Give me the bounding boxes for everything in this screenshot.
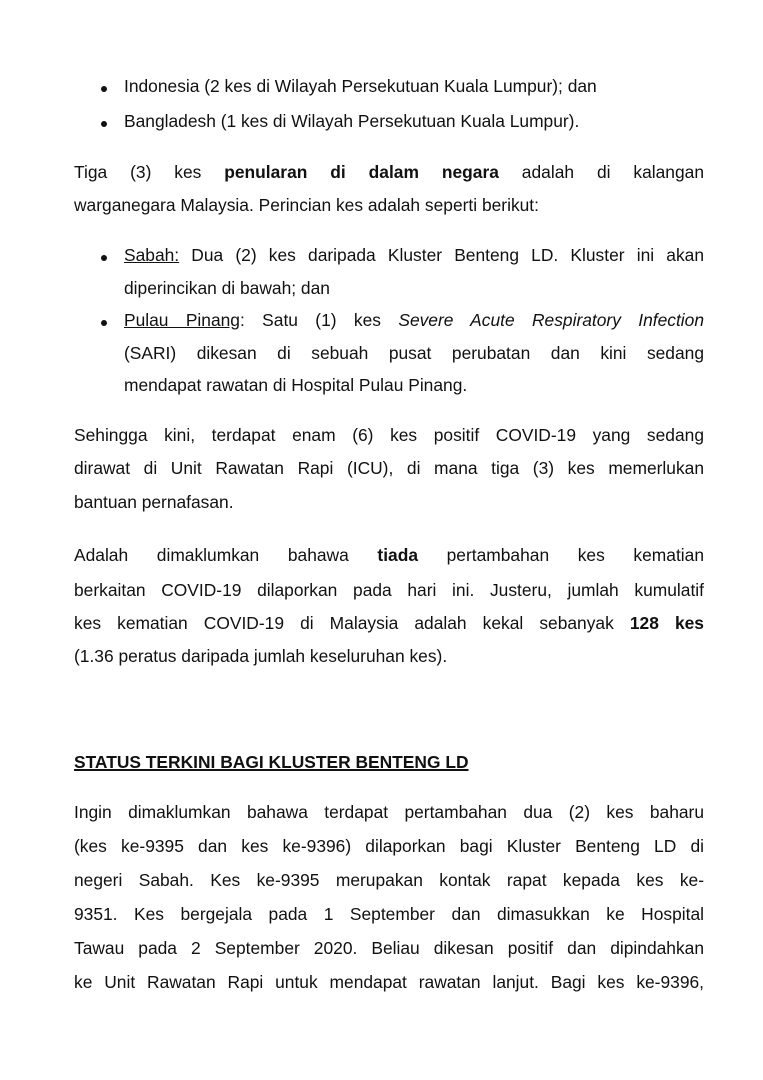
local-paragraph-line: warganegara Malaysia. Perincian kes adalah seperti berikut: [74, 195, 539, 215]
bullet-icon [101, 121, 107, 127]
icu-paragraph-line: Sehingga kini, terdapat enam (6) kes positif COVID-19 yang sedang [74, 425, 704, 445]
death-paragraph-line: (1.36 peratus daripada jumlah keseluruhan kes). [74, 646, 448, 666]
bullet-sabah: Sabah: Dua (2) kes daripada Kluster Benteng LD. Kluster ini akan [124, 245, 704, 265]
bullet-pulau-pinang-cont: mendapat rawatan di Hospital Pulau Pinang. [124, 375, 468, 395]
cluster-paragraph-line: ke Unit Rawatan Rapi untuk mendapat rawatan lanjut. Bagi kes ke-9396, [74, 972, 704, 992]
state-label-pulau-pinang: Pulau Pinang [124, 310, 240, 330]
bullet-sabah-cont: diperincikan di bawah; dan [124, 278, 330, 298]
bullet-icon [101, 320, 107, 326]
bold-phrase: penularan di dalam negara [224, 162, 499, 182]
bullet-icon [101, 255, 107, 261]
cluster-paragraph-line: negeri Sabah. Kes ke-9395 merupakan kontak rapat kepada kes ke- [74, 870, 704, 890]
bold-word: tiada [377, 545, 418, 565]
cluster-paragraph-line: Tawau pada 2 September 2020. Beliau dikesan positif dan dipindahkan [74, 938, 704, 958]
death-paragraph-line: Adalah dimaklumkan bahawa tiada pertambahan kes kematian [74, 545, 704, 565]
section-heading: STATUS TERKINI BAGI KLUSTER BENTENG LD [74, 752, 469, 772]
bullet-icon [101, 86, 107, 92]
icu-paragraph-line: dirawat di Unit Rawatan Rapi (ICU), di mana tiga (3) kes memerlukan [74, 458, 704, 478]
italic-phrase: Severe Acute Respiratory Infection [398, 310, 704, 330]
death-paragraph-line: berkaitan COVID-19 dilaporkan pada hari ini. Justeru, jumlah kumulatif [74, 580, 704, 600]
cluster-paragraph-line: (kes ke-9395 dan kes ke-9396) dilaporkan bagi Kluster Benteng LD di [74, 836, 704, 856]
bullet-bangladesh: Bangladesh (1 kes di Wilayah Persekutuan Kuala Lumpur). [124, 111, 580, 131]
cluster-paragraph-line: Ingin dimaklumkan bahawa terdapat pertambahan dua (2) kes baharu [74, 802, 704, 822]
bullet-pulau-pinang: Pulau Pinang: Satu (1) kes Severe Acute Respiratory Infection [124, 310, 704, 330]
death-paragraph-line: kes kematian COVID-19 di Malaysia adalah kekal sebanyak 128 kes [74, 613, 704, 633]
cluster-paragraph-line: 9351. Kes bergejala pada 1 September dan dimasukkan ke Hospital [74, 904, 704, 924]
bullet-pulau-pinang-cont: (SARI) dikesan di sebuah pusat perubatan dan kini sedang [124, 343, 704, 363]
icu-paragraph-line: bantuan pernafasan. [74, 492, 234, 512]
local-paragraph-line: Tiga (3) kes penularan di dalam negara adalah di kalangan [74, 162, 704, 182]
death-count: 128 kes [629, 613, 704, 633]
state-label-sabah: Sabah: [124, 245, 180, 265]
bullet-indonesia: Indonesia (2 kes di Wilayah Persekutuan Kuala Lumpur); dan [124, 76, 597, 96]
